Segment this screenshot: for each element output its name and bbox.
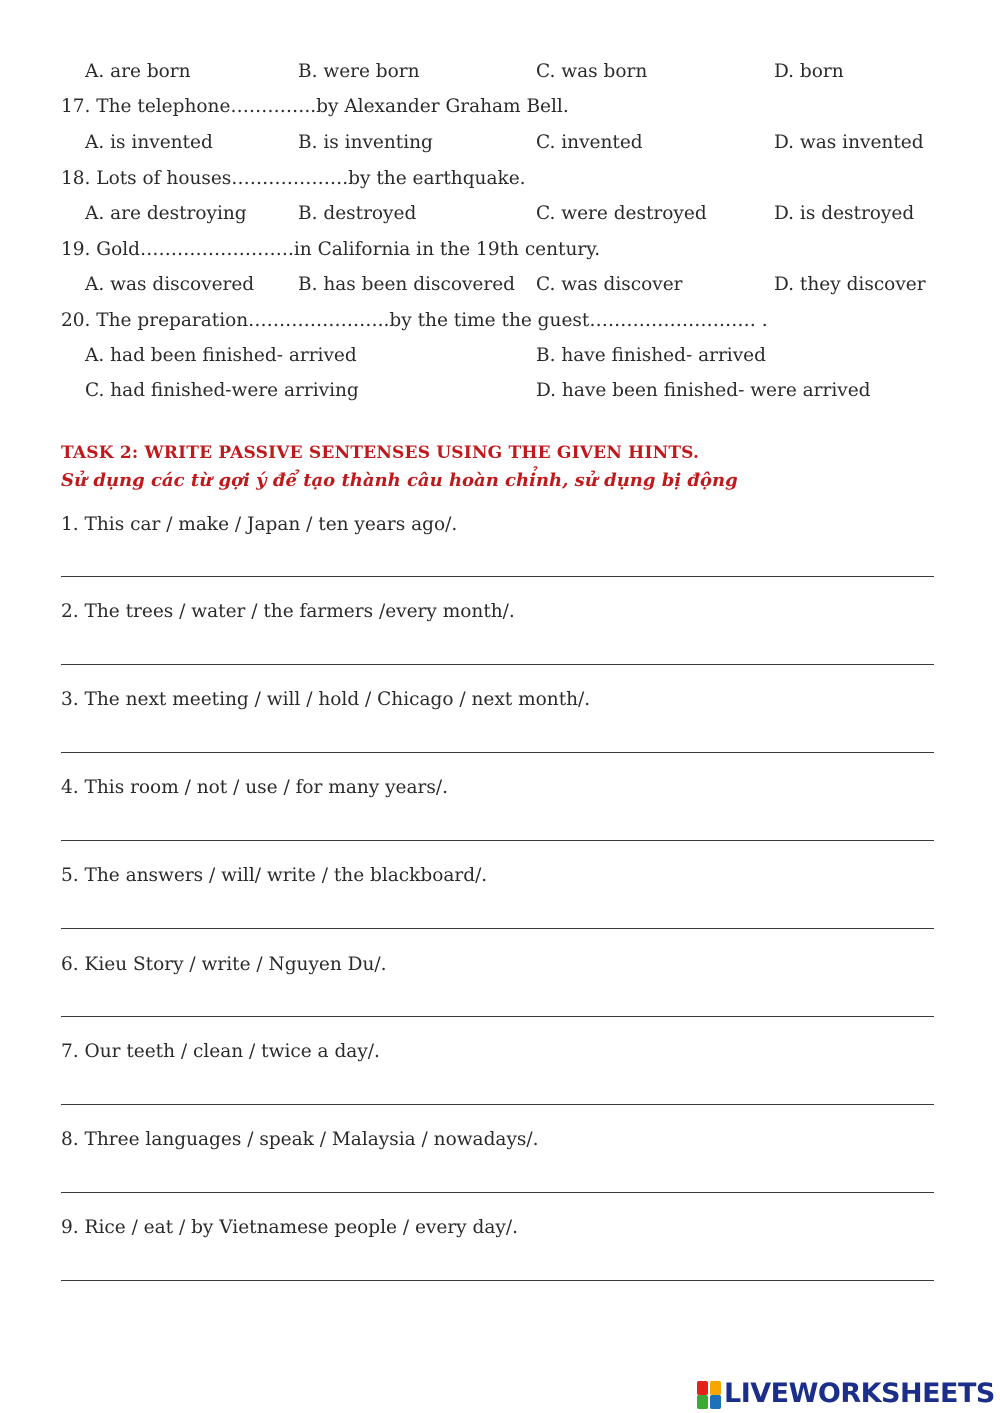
question-18: 18. Lots of houses……………….by the earthquake.: [61, 168, 526, 189]
option-c: C. was born: [536, 61, 648, 82]
option-a: A. had been finished- arrived: [85, 345, 357, 366]
liveworksheets-logo[interactable]: [697, 1376, 995, 1412]
task-title: TASK 2: WRITE PASSIVE SENTENSES USING THE GIVEN HINTS.: [61, 443, 700, 463]
task-item-8: 8. Three languages / speak / Malaysia / nowadays/.: [61, 1129, 539, 1150]
answer-line-3[interactable]: [61, 752, 934, 753]
logo-text: LIVEWORKSHEETS: [724, 1378, 995, 1409]
task-subtitle: Sử dụng các từ gợi ý để tạo thành câu hoàn chỉnh, sử dụng bị động: [61, 470, 738, 491]
option-c: C. invented: [536, 132, 643, 153]
answer-line-8[interactable]: [61, 1192, 934, 1193]
task-item-3: 3. The next meeting / will / hold / Chicago / next month/.: [61, 689, 591, 710]
option-d: D. born: [774, 61, 844, 82]
task-item-4: 4. This room / not / use / for many years/.: [61, 777, 448, 798]
option-c: C. was discover: [536, 274, 683, 295]
answer-line-9[interactable]: [61, 1280, 934, 1281]
option-c: C. were destroyed: [536, 203, 707, 224]
task-item-1: 1. This car / make / Japan / ten years ago/.: [61, 514, 458, 535]
answer-line-7[interactable]: [61, 1104, 934, 1105]
task-item-9: 9. Rice / eat / by Vietnamese people / every day/.: [61, 1217, 518, 1238]
task-item-5: 5. The answers / will/ write / the blackboard/.: [61, 865, 488, 886]
task-item-7: 7. Our teeth / clean / twice a day/.: [61, 1041, 380, 1062]
answer-line-2[interactable]: [61, 664, 934, 665]
option-a: A. is invented: [85, 132, 213, 153]
option-d: D. is destroyed: [774, 203, 915, 224]
option-a: A. are destroying: [85, 203, 247, 224]
question-20: 20. The preparation…………………..by the time the guest……………………… .: [61, 310, 768, 331]
option-c: C. had finished-were arriving: [85, 380, 359, 401]
option-d: D. was invented: [774, 132, 924, 153]
option-a: A. are born: [85, 61, 191, 82]
option-b: B. is inventing: [298, 132, 433, 153]
answer-line-6[interactable]: [61, 1016, 934, 1017]
answer-line-1[interactable]: [61, 576, 934, 577]
option-d: D. they discover: [774, 274, 926, 295]
option-b: B. has been discovered: [298, 274, 515, 295]
option-b: B. were born: [298, 61, 420, 82]
answer-line-5[interactable]: [61, 928, 934, 929]
answer-line-4[interactable]: [61, 840, 934, 841]
option-b: B. have finished- arrived: [536, 345, 766, 366]
option-a: A. was discovered: [85, 274, 255, 295]
option-d: D. have been finished- were arrived: [536, 380, 871, 401]
logo-blocks-icon: [697, 1379, 721, 1409]
task-item-2: 2. The trees / water / the farmers /every month/.: [61, 601, 515, 622]
question-17: 17. The telephone…………..by Alexander Graham Bell.: [61, 96, 569, 117]
task-item-6: 6. Kieu Story / write / Nguyen Du/.: [61, 954, 387, 975]
option-b: B. destroyed: [298, 203, 417, 224]
question-19: 19. Gold…………………….in California in the 19th century.: [61, 239, 601, 260]
